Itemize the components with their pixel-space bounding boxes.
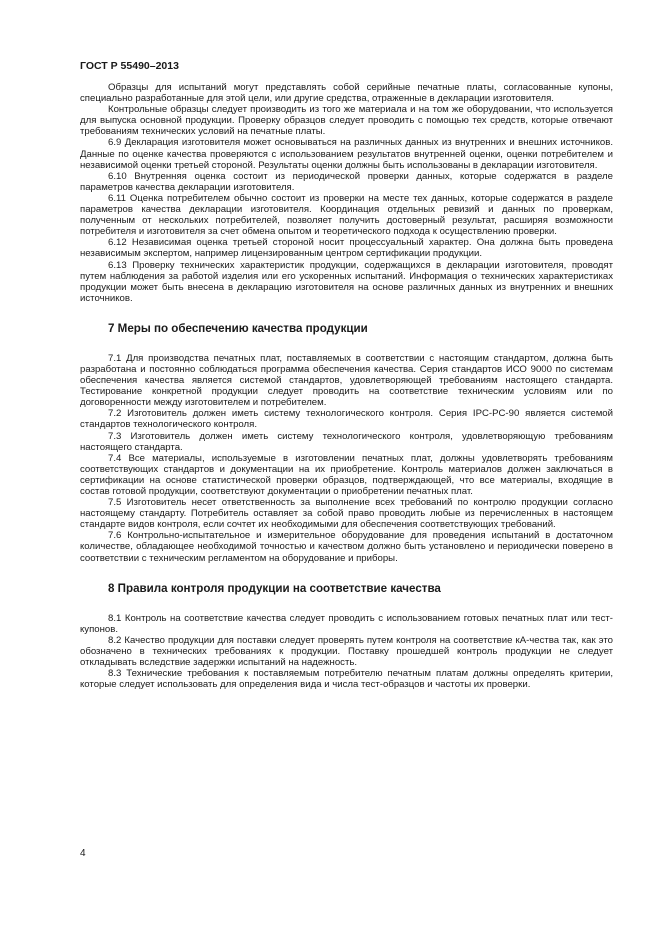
- paragraph: 7.3 Изготовитель должен иметь систему технологического контроля, удовлетворяющую требованиям настоящего стандарта.: [80, 430, 613, 453]
- paragraph: 6.13 Проверку технических характеристик продукции, содержащихся в декларации изготовителя, проводят путем наблюдения за работой изделия или его ускоренных испытаний. Информация о технических характеристиках продукции может быть внесена в декларацию изготовителя на основе различных данных из внутренних и внешних источников.: [80, 259, 613, 304]
- paragraph: 8.2 Качество продукции для поставки следует проверять путем контроля на соответствие кА-чества так, как это обозначено в технических требованиях к продукции. Поставку прошедшей контроль продукции не следует откладывать вследствие задержки испытаний на надежность.: [80, 634, 613, 669]
- paragraph: Образцы для испытаний могут представлять собой серийные печатные платы, согласованные купоны, специально разработанные для этой цели, или другие средства, отраженные в декларации изготовителя.: [80, 82, 613, 105]
- paragraph: Контрольные образцы следует производить из того же материала и на том же оборудовании, что используется для выпуска основной продукции. Проверку образцов следует проводить с помощью тех средств, которые отвечают требованиям технических условий на печатные платы.: [80, 104, 613, 138]
- document-code: ГОСТ Р 55490–2013: [80, 60, 179, 72]
- page-number: 4: [80, 848, 86, 859]
- paragraph: 8.1 Контроль на соответствие качества следует проводить с использованием готовых печатных плат или тест-купонов.: [80, 612, 613, 635]
- document-page: [80, 60, 613, 920]
- section-8-body: [80, 613, 613, 691]
- paragraph: 6.11 Оценка потребителем обычно состоит из проверки на месте тех данных, которые содержатся в разделе параметров качества декларации изготовителя. Координация отдельных ревизий и данных по проверкам, полученным от нескольких потребителей, позволяет получить достоверный результат, расширяя возможности потребителя и изготовителя за счет обмена опытом и теоретического подхода к осуществлению проверки.: [80, 192, 613, 238]
- paragraph: 7.2 Изготовитель должен иметь систему технологического контроля. Серия IPC-PC-90 является системой стандартов технологического контроля.: [80, 408, 613, 431]
- section-7-title: 7 Меры по обеспечению качества продукции: [108, 321, 368, 335]
- section-7-body: [80, 353, 613, 564]
- paragraph: 8.3 Технические требования к поставляемым потребителю печатным платам должны определять критерии, которые следует использовать для определения вида и числа тест-образцов и частоты их проверки.: [80, 668, 613, 691]
- section-8-title: 8 Правила контроля продукции на соответствие качества: [108, 581, 441, 595]
- paragraph: 6.10 Внутренняя оценка состоит из периодической проверки данных, которые содержатся в разделе параметров качества декларации изготовителя.: [80, 170, 613, 193]
- paragraph: 6.12 Независимая оценка третьей стороной носит процессуальный характер. Она должна быть проведена независимым экспертом, например лицензированным центром сертификации продукции.: [80, 237, 613, 260]
- paragraph: 7.6 Контрольно-испытательное и измерительное оборудование для проведения испытаний в достаточном количестве, обладающее необходимой точностью и качеством должно быть установлено и периодически поверено в соответствии с техническим регламентом на оборудование и приборы.: [80, 530, 613, 564]
- paragraph: 6.9 Декларация изготовителя может основываться на различных данных из внутренних и внешних источников. Данные по оценке качества проверяются с использованием результатов внутренней оценки, оценки потребителем и независимой оценки третьей стороной. Результаты оценки должны быть использованы в декларации изготовителя.: [80, 137, 613, 171]
- paragraph: 7.4 Все материалы, используемые в изготовлении печатных плат, должны удовлетворять требованиям соответствующих стандартов и документации на их приобретение. Контроль материалов должен заключаться в сертификации на основе статистической проверки образцов, подтверждающей, что все материалы, входящие в состав готовой продукции, соответствуют документации о приобретении печатных плат.: [80, 452, 613, 497]
- paragraph: 7.5 Изготовитель несет ответственность за выполнение всех требований по контролю продукции согласно настоящему стандарту. Потребитель оставляет за собой право проводить любые из перечисленных в настоящем стандарте видов контроля, если сочтет их необходимыми для обеспечения соответствующих требований.: [80, 497, 613, 531]
- section-6-continuation: [80, 82, 613, 304]
- paragraph: 7.1 Для производства печатных плат, поставляемых в соответствии с настоящим стандартом, должна быть разработана и постоянно соблюдаться программа обеспечения качества. Серия стандартов ИСО 9000 по системам обеспечения качества является системой стандартов, удовлетворяющей требованиям настоящего стандарта. Тестирование конкретной продукции следует проводить на соответствие техническим условиям или по договоренности между изготовителем и потребителем.: [80, 352, 613, 409]
